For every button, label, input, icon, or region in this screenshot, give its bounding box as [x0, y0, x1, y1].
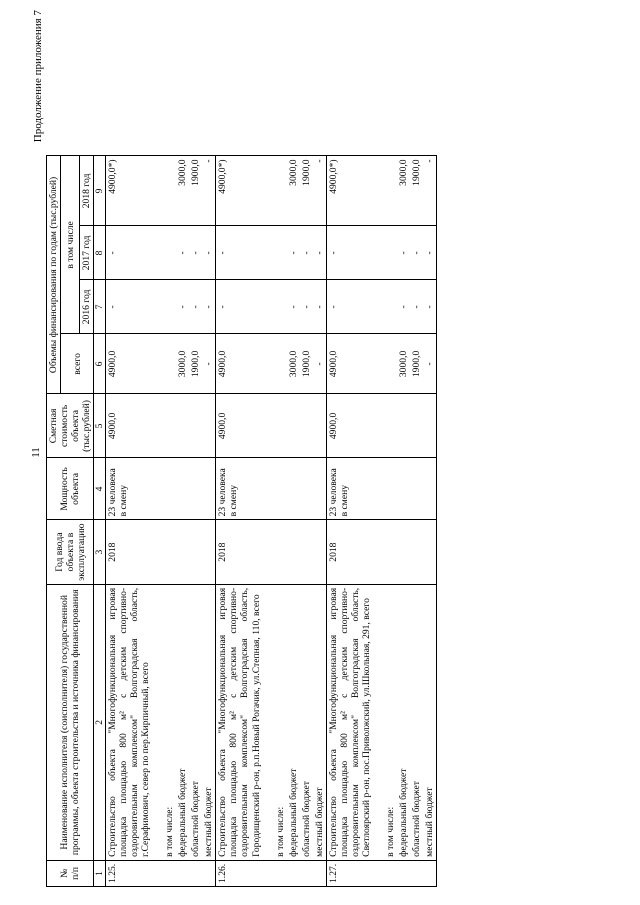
- budget-2018: -: [313, 156, 327, 226]
- budget-2016: -: [423, 280, 437, 334]
- item-2017: -: [326, 226, 373, 280]
- budget-2018: 3000,0: [397, 156, 410, 226]
- budget-2016: -: [287, 280, 300, 334]
- col-number: 8: [94, 226, 106, 280]
- budget-source: федеральный бюджет: [287, 584, 300, 860]
- budget-source: федеральный бюджет: [397, 584, 410, 860]
- budget-2018: 1900,0: [189, 156, 202, 226]
- budget-2017: -: [313, 226, 327, 280]
- budget-2018: -: [202, 156, 216, 226]
- item-capacity: 23 человека в смену: [326, 458, 373, 520]
- budget-2016: -: [410, 280, 423, 334]
- page-number: 11: [30, 447, 42, 458]
- budget-2018: 3000,0: [176, 156, 189, 226]
- col-number: 2: [94, 584, 106, 860]
- item-incl-label: в том числе:: [152, 584, 176, 860]
- budget-source: местный бюджет: [202, 584, 216, 860]
- header-no: № п/п: [47, 860, 94, 886]
- item-year: 2018: [326, 520, 373, 584]
- budget-2016: -: [176, 280, 189, 334]
- table-header: [47, 156, 106, 887]
- budget-total: 3000,0: [287, 334, 300, 394]
- budget-source: областной бюджет: [189, 584, 202, 860]
- header-total: всего: [61, 334, 94, 394]
- item-number: 1.25.: [106, 860, 153, 886]
- item-2016: -: [216, 280, 263, 334]
- header-2017: 2017 год: [80, 226, 94, 280]
- item-2017: -: [216, 226, 263, 280]
- col-number: 5: [94, 394, 106, 458]
- budget-total: 3000,0: [397, 334, 410, 394]
- item-2016: -: [106, 280, 153, 334]
- budget-total: 3000,0: [176, 334, 189, 394]
- continuation-label: Продолжение приложения 7: [32, 10, 44, 143]
- item-capacity: 23 человека в смену: [216, 458, 263, 520]
- budget-2017: -: [202, 226, 216, 280]
- item-year: 2018: [106, 520, 153, 584]
- budget-2018: 1900,0: [410, 156, 423, 226]
- col-number: 4: [94, 458, 106, 520]
- budget-total: -: [202, 334, 216, 394]
- budget-2018: 3000,0: [287, 156, 300, 226]
- budget-2017: -: [300, 226, 313, 280]
- header-year: Год ввода объекта в эксплуатацию: [47, 520, 94, 584]
- budget-2016: -: [313, 280, 327, 334]
- header-capacity: Мощность объекта: [47, 458, 94, 520]
- item-total: 4900,0: [216, 334, 263, 394]
- budget-2016: -: [202, 280, 216, 334]
- item-2017: -: [106, 226, 153, 280]
- item-capacity: 23 человека в смену: [106, 458, 153, 520]
- item-cost: 4900,0: [326, 394, 373, 458]
- item-total: 4900,0: [326, 334, 373, 394]
- budget-2017: -: [189, 226, 202, 280]
- budget-total: -: [423, 334, 437, 394]
- col-number: 6: [94, 334, 106, 394]
- item-incl-label: в том числе:: [263, 584, 287, 860]
- item-name: Строительство объекта "Многофункциональная игровая площадка площадью 800 м² с детским спортивно-оздоровительным комплексом" Волгоградская область, Городищенский р-он, р.п.Новый Рогачик, ул.Степная, 110, всего: [216, 584, 263, 860]
- col-number: 9: [94, 156, 106, 226]
- item-number: 1.26.: [216, 860, 263, 886]
- budget-2016: -: [189, 280, 202, 334]
- col-number: 3: [94, 520, 106, 584]
- header-name: Наименование исполнителя (соисполнителя) государственной программы, объекта строительства и источника финансирования: [47, 584, 94, 860]
- header-2016: 2016 год: [80, 280, 94, 334]
- budget-2018: 1900,0: [300, 156, 313, 226]
- col-number: 7: [94, 280, 106, 334]
- item-2018: 4900,0*): [326, 156, 373, 226]
- budget-2017: -: [397, 226, 410, 280]
- budget-2016: -: [300, 280, 313, 334]
- item-cost: 4900,0: [106, 394, 153, 458]
- budget-total: -: [313, 334, 327, 394]
- item-2018: 4900,0*): [106, 156, 153, 226]
- item-cost: 4900,0: [216, 394, 263, 458]
- budget-source: областной бюджет: [410, 584, 423, 860]
- header-incl: в том числе: [61, 156, 80, 334]
- header-cost: Сметная стоимость объекта (тыс.рублей): [47, 394, 94, 458]
- header-funding: Объемы финансирования по годам (тыс.рублей): [47, 156, 61, 394]
- item-2018: 4900,0*): [216, 156, 263, 226]
- budget-source: областной бюджет: [300, 584, 313, 860]
- item-number: 1.27.: [326, 860, 373, 886]
- funding-table: [46, 155, 437, 887]
- item-incl-label: в том числе:: [373, 584, 397, 860]
- item-year: 2018: [216, 520, 263, 584]
- budget-source: федеральный бюджет: [176, 584, 189, 860]
- budget-2017: -: [176, 226, 189, 280]
- item-2016: -: [326, 280, 373, 334]
- col-number: 1: [94, 860, 106, 886]
- budget-source: местный бюджет: [313, 584, 327, 860]
- budget-total: 1900,0: [300, 334, 313, 394]
- budget-2017: -: [423, 226, 437, 280]
- budget-2017: -: [410, 226, 423, 280]
- budget-2017: -: [287, 226, 300, 280]
- budget-2018: -: [423, 156, 437, 226]
- item-name: Строительство объекта "Многофункциональная игровая площадка площадью 800 м² с детским спортивно-оздоровительным комплексом" Волгоградская область, Светлоярский р-он, пос.Приволжский, ул.Школьная, 291, всего: [326, 584, 373, 860]
- item-total: 4900,0: [106, 334, 153, 394]
- budget-total: 1900,0: [410, 334, 423, 394]
- table-body: [106, 156, 437, 887]
- item-name: Строительство объекта "Многофункциональная игровая площадка площадью 800 м² с детским спортивно-оздоровительным комплексом" Волгоградская область, г.Серафимович, север по пер.Кирпичный, всего: [106, 584, 153, 860]
- budget-total: 1900,0: [189, 334, 202, 394]
- budget-source: местный бюджет: [423, 584, 437, 860]
- budget-2016: -: [397, 280, 410, 334]
- header-2018: 2018 год: [80, 156, 94, 226]
